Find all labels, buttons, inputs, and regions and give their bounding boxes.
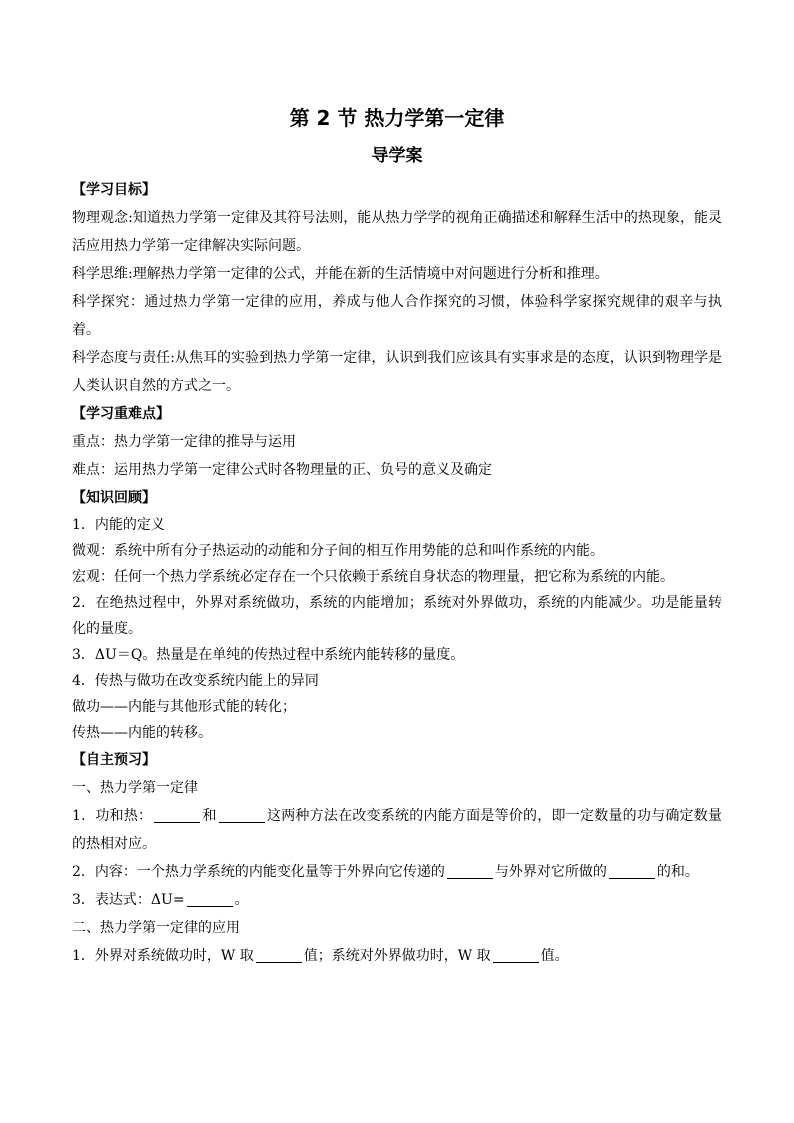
preview-question-3 [72, 886, 722, 914]
question-text: 值；系统对外界做功时，W 取 [303, 948, 491, 964]
section-heading-review: 【知识回顾】 [72, 490, 156, 506]
preview-part-2-title: 二、热力学第一定律的应用 [72, 920, 240, 936]
question-text: 2．内容：一个热力学系统的内能变化量等于外界向它传递的 [72, 864, 445, 880]
review-item-2: 2．在绝热过程中，外界对系统做功，系统的内能增加；系统对外界做功，系统的内能减少。功是能量转化的量度。 [72, 595, 722, 637]
review-item-work: 做功——内能与其他形式能的转化； [72, 699, 296, 715]
fill-blank[interactable] [219, 806, 265, 823]
review-item-heat: 传热——内能的转移。 [72, 725, 212, 741]
goal-scientific-attitude: 科学态度与责任:从焦耳的实验到热力学第一定律，认识到我们应该具有实事求是的态度，认识到物理学是人类认识自然的方式之一。 [72, 350, 722, 394]
preview-question-1 [72, 802, 722, 858]
fill-blank[interactable] [187, 890, 233, 907]
fill-blank[interactable] [609, 862, 655, 879]
fill-blank[interactable] [256, 946, 302, 963]
goal-scientific-thinking: 科学思维:理解热力学第一定律的公式，并能在新的生活情境中对问题进行分析和推理。 [72, 266, 609, 282]
review-item-4: 4．传热与做功在改变系统内能上的异同 [72, 673, 319, 689]
question-text: 的和。 [656, 864, 699, 880]
question-text: 和 [202, 808, 217, 824]
review-item-macro: 宏观：任何一个热力学系统必定存在一个只依赖于系统自身状态的物理量，把它称为系统的内能。 [72, 569, 674, 585]
question-text: 值。 [540, 948, 569, 964]
page-title: 第 2 节 热力学第一定律 [289, 106, 505, 130]
preview-part-1-title: 一、热力学第一定律 [72, 780, 198, 796]
preview-question-4 [72, 942, 722, 970]
question-text: 与外界对它所做的 [494, 864, 607, 880]
review-item-3: 3．ΔU＝Q。热量是在单纯的传热过程中系统内能转移的量度。 [72, 647, 465, 663]
difficult-point: 难点：运用热力学第一定律公式时各物理量的正、负号的意义及确定 [72, 462, 492, 478]
section-heading-goals: 【学习目标】 [72, 182, 156, 198]
question-text: 1．外界对系统做功时，W 取 [72, 948, 254, 964]
key-point: 重点：热力学第一定律的推导与运用 [72, 434, 296, 450]
question-text: 。 [234, 892, 249, 908]
review-item-micro: 微观：系统中所有分子热运动的动能和分子间的相互作用势能的总和叫作系统的内能。 [72, 543, 604, 559]
goal-physics-concept: 物理观念:知道热力学第一定律及其符号法则，能从热力学学的视角正确描述和解释生活中的热现象，能灵活应用热力学第一定律解决实际问题。 [72, 210, 722, 254]
goal-scientific-inquiry: 科学探究：通过热力学第一定律的应用，养成与他人合作探究的习惯，体验科学家探究规律的艰辛与执着。 [72, 294, 722, 338]
review-item-1: 1．内能的定义 [72, 517, 165, 533]
question-text: 1．功和热： [72, 808, 153, 824]
section-heading-preview: 【自主预习】 [72, 752, 156, 768]
section-heading-key-points: 【学习重难点】 [72, 406, 170, 422]
question-text: 3．表达式：ΔU= [72, 892, 185, 908]
question-text: 这两种方法在改变系统的内能方面是等价的，即一定数量的功与确定数量的热相对应。 [72, 808, 723, 852]
preview-question-2 [72, 858, 722, 886]
page-subtitle: 导学案 [371, 146, 423, 166]
fill-blank[interactable] [447, 862, 493, 879]
fill-blank[interactable] [154, 806, 200, 823]
fill-blank[interactable] [493, 946, 539, 963]
